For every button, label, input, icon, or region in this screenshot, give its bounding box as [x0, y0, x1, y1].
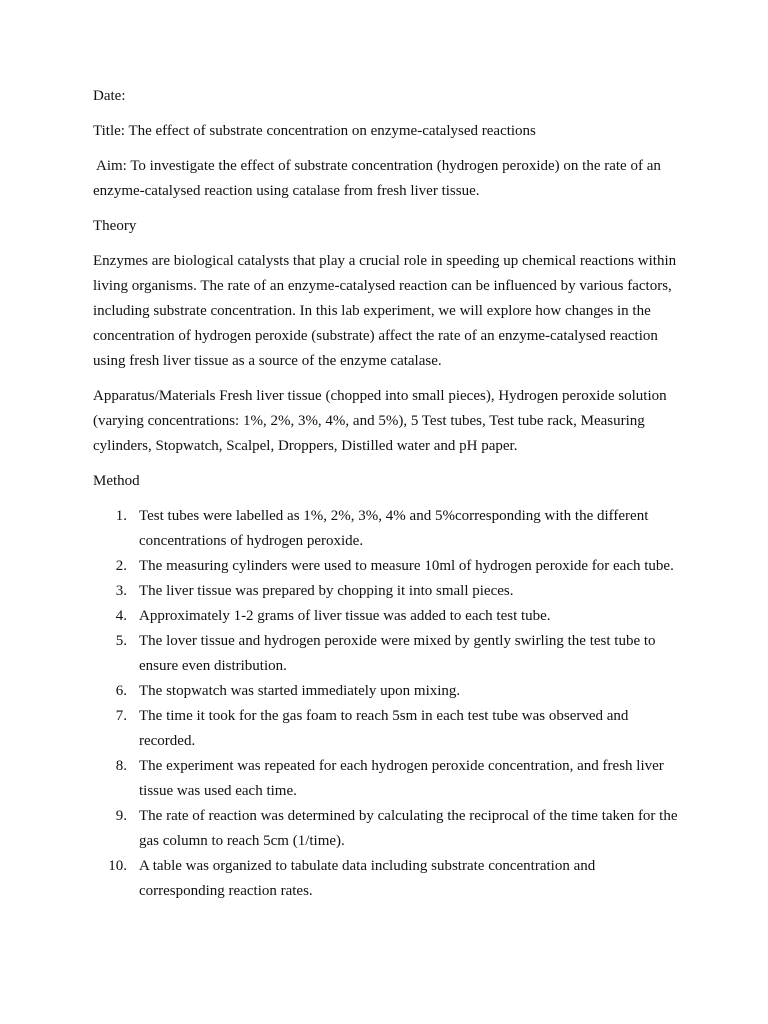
- method-step: [93, 804, 679, 854]
- method-step: [93, 704, 679, 754]
- method-step: [93, 754, 679, 804]
- step-text: The rate of reaction was determined by calculating the reciprocal of the time taken for the gas column to reach 5cm (1/time).: [139, 808, 678, 849]
- method-heading: Method: [93, 473, 140, 489]
- method-step: [93, 604, 679, 629]
- method-list: [93, 504, 693, 904]
- method-step: [93, 579, 679, 604]
- step-number: 8.: [115, 758, 127, 774]
- step-text: The liver tissue was prepared by chopping it into small pieces.: [139, 583, 514, 599]
- aim-paragraph: Aim: To investigate the effect of substrate concentration (hydrogen peroxide) on the rate of an enzyme-catalysed reaction using catalase from fresh liver tissue.: [93, 158, 661, 199]
- date-line: Date:: [93, 88, 126, 104]
- method-step: [93, 629, 679, 679]
- step-text: Test tubes were labelled as 1%, 2%, 3%, 4% and 5%corresponding with the different concentrations of hydrogen peroxide.: [139, 508, 649, 549]
- step-number: 10.: [108, 858, 127, 874]
- theory-paragraph: Enzymes are biological catalysts that play a crucial role in speeding up chemical reactions within living organisms. The rate of an enzyme-catalysed reaction can be influenced by various factors, including substrate concentration. In this lab experiment, we will explore how changes in the concentration of hydrogen peroxide (substrate) affect the rate of an enzyme-catalysed reaction using fresh liver tissue as a source of the enzyme catalase.: [93, 253, 677, 369]
- step-text: The time it took for the gas foam to reach 5sm in each test tube was observed and recorded.: [139, 708, 629, 749]
- step-text: The stopwatch was started immediately upon mixing.: [139, 683, 461, 699]
- step-number: 9.: [115, 808, 127, 824]
- method-step: [93, 504, 679, 554]
- step-number: 2.: [115, 558, 127, 574]
- step-text: The experiment was repeated for each hydrogen peroxide concentration, and fresh liver tissue was used each time.: [139, 758, 664, 799]
- step-number: 1.: [115, 508, 127, 524]
- document-page: [93, 84, 693, 904]
- step-number: 6.: [115, 683, 127, 699]
- document-title: Title: The effect of substrate concentration on enzyme-catalysed reactions: [93, 123, 536, 139]
- method-step: [93, 554, 679, 579]
- step-text: The measuring cylinders were used to measure 10ml of hydrogen peroxide for each tube.: [139, 558, 674, 574]
- method-step: [93, 679, 679, 704]
- step-text: A table was organized to tabulate data including substrate concentration and corresponding reaction rates.: [139, 858, 596, 899]
- theory-heading: Theory: [93, 218, 137, 234]
- apparatus-paragraph: Apparatus/Materials Fresh liver tissue (chopped into small pieces), Hydrogen peroxide solution (varying concentrations: 1%, 2%, 3%, 4%, and 5%), 5 Test tubes, Test tube rack, Measuring cylinders, Stopwatch, Scalpel, Droppers, Distilled water and pH paper.: [93, 388, 667, 454]
- step-number: 7.: [115, 708, 127, 724]
- method-step: [93, 854, 679, 904]
- step-number: 5.: [115, 633, 127, 649]
- step-number: 4.: [115, 608, 127, 624]
- step-text: The lover tissue and hydrogen peroxide were mixed by gently swirling the test tube to ensure even distribution.: [139, 633, 656, 674]
- step-number: 3.: [115, 583, 127, 599]
- step-text: Approximately 1-2 grams of liver tissue was added to each test tube.: [139, 608, 551, 624]
